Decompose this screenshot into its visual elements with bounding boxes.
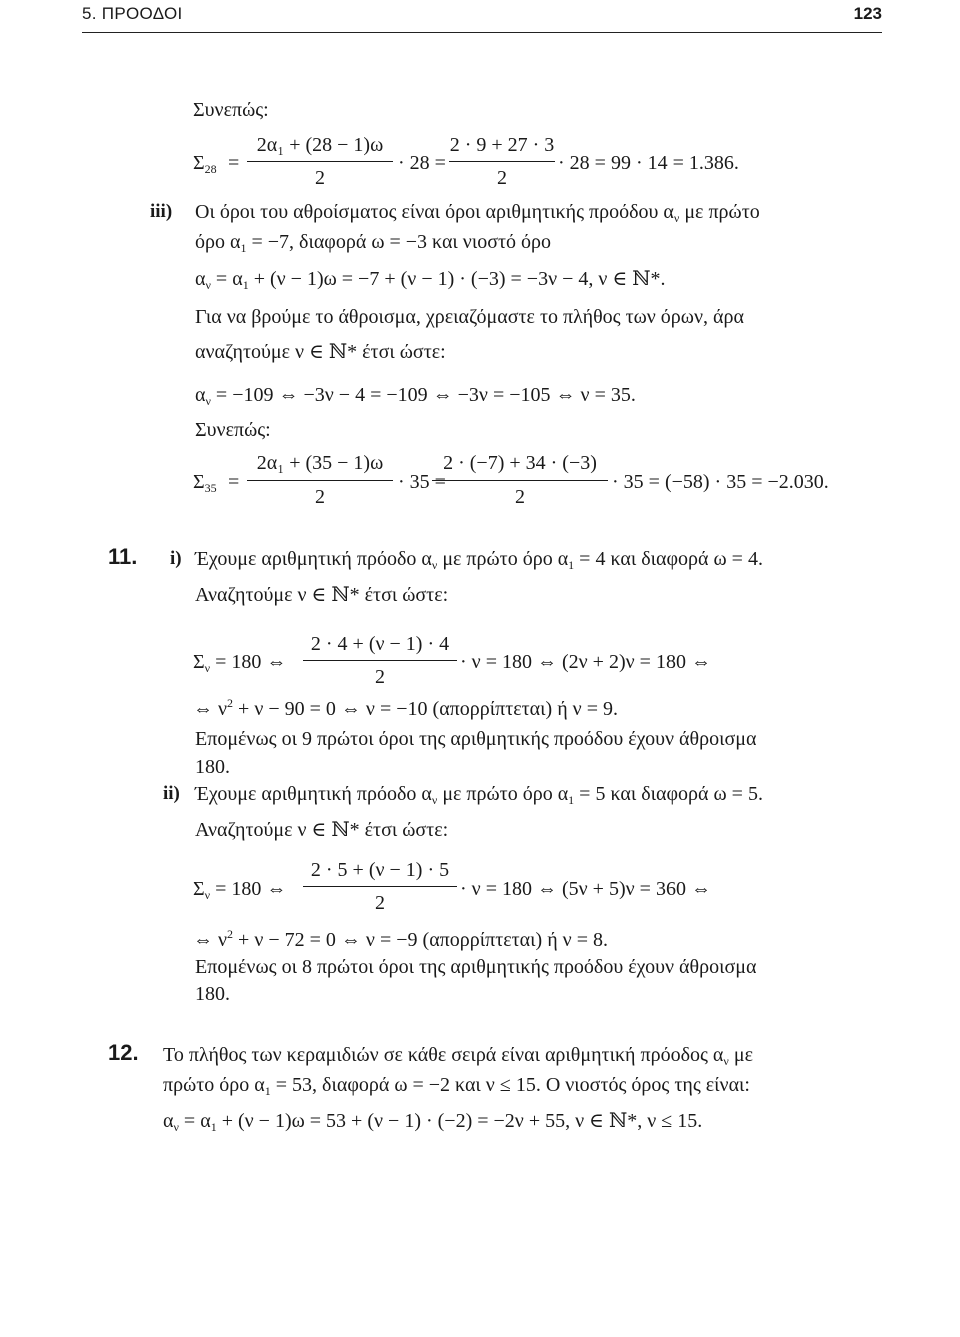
ex11-ii-eq-left: $\Sigma_\nu = 180$ ⇔	[193, 878, 287, 902]
sum35-frac2-den: 2	[515, 486, 525, 508]
fraction-bar	[247, 161, 393, 162]
ex11-i-frac-num: 2 · 4 + (ν − 1) · 4	[310, 633, 450, 655]
fraction-bar	[303, 886, 457, 887]
chapter-title: 5. ΠΡΟΟΔΟΙ	[82, 4, 183, 23]
sum35-rest: · 35 = (−58) · 35 = −2.030.	[612, 471, 829, 493]
part-iii-line4: Για να βρούμε το άθροισμα, χρειαζόμαστε το πλήθος των όρων, άρα	[195, 306, 744, 328]
sum28-frac2-num: 2 · 9 + 27 · 3	[449, 134, 555, 156]
sum28-frac1-num: 2α₁ + (28 − 1)ω	[256, 134, 384, 156]
ex11-i-search: Αναζητούμε ν ∈ ℕ* έτσι ώστε:	[195, 584, 449, 606]
ex11-i-eq-left: $\Sigma_\nu = 180$ ⇔	[193, 651, 287, 675]
ex12-line2: πρώτο όρο $\alpha_1 = 53$, διαφορά ω = −2 και ν ≤ 15. Ο νιοστός όρος της είναι:	[163, 1074, 750, 1098]
part-iii-line2: όρο $\alpha_1 = -7$, διαφορά ω = −3 και νιοστό όρο	[195, 231, 552, 255]
fraction-bar	[247, 480, 393, 481]
part-iii-line6: $\alpha_\nu = -109$ ⇔ −3ν − 4 = −109 ⇔ −3ν = −105 ⇔ ν = 35.	[195, 384, 636, 408]
sum35-eq: =	[228, 471, 240, 493]
sum35-mid: · 35 =	[398, 471, 446, 493]
ex11-ii-conclusion: Επομένως οι 8 πρώτοι όροι της αριθμητικής προόδου έχουν άθροισμα	[195, 956, 757, 978]
fraction-bar	[432, 480, 608, 481]
sum28-lhs: $\Sigma_{28}$	[193, 152, 217, 176]
ex11-ii-frac-den: 2	[375, 892, 385, 914]
fraction-bar	[303, 660, 457, 661]
sum28-eq: =	[228, 152, 240, 174]
part-iii-line5: αναζητούμε ν ∈ ℕ* έτσι ώστε:	[195, 341, 446, 363]
ex11-i-frac-den: 2	[375, 666, 385, 688]
sum28-mid: · 28 =	[398, 152, 446, 174]
ex11-i-conclusion: Επομένως οι 9 πρώτοι όροι της αριθμητικής προόδου έχουν άθροισμα	[195, 728, 757, 750]
ex11-i-quadratic: ⇔ $\nu^2 + \nu - 90 = 0$ ⇔ ν = −10 (απορρίπτεται) ή ν = 9.	[193, 696, 618, 720]
ex11-ii-line1: Έχουμε αριθμητική πρόοδο $\alpha_\nu$ με πρώτο όρο $\alpha_1 = 5$ και διαφορά ω = 5.	[195, 783, 763, 807]
ex12-line3: $\alpha_\nu = \alpha_1 + (\nu - 1)\omega = 53 + (\nu - 1) \cdot (-2) = -2\nu + 55$, ν ∈ ℕ*, ν ≤ 15.	[163, 1110, 703, 1134]
sum28-frac1-den: 2	[315, 167, 325, 189]
part-iii-line1: Οι όροι του αθροίσματος είναι όροι αριθμητικής προόδου $\alpha_\nu$ με πρώτο	[195, 201, 760, 225]
ex12-line1: Το πλήθος των κεραμιδιών σε κάθε σειρά είναι αριθμητική πρόοδος $\alpha_\nu$ με	[163, 1044, 753, 1068]
ex11-ii-search: Αναζητούμε ν ∈ ℕ* έτσι ώστε:	[195, 819, 449, 841]
exercise-12-number: 12.	[108, 1040, 139, 1065]
fraction-bar	[449, 161, 555, 162]
ex11-ii-quadratic: ⇔ $\nu^2 + \nu - 72 = 0$ ⇔ ν = −9 (απορρίπτεται) ή ν = 8.	[193, 927, 608, 951]
ex11-ii-eq-right: · ν = 180 ⇔ (5ν + 5)ν = 360 ⇔	[460, 878, 711, 900]
sum28-rest: · 28 = 99 · 14 = 1.386.	[558, 152, 739, 174]
sum35-frac1-den: 2	[315, 486, 325, 508]
ex11-i-eq-right: · ν = 180 ⇔ (2ν + 2)ν = 180 ⇔	[460, 651, 711, 673]
ex11-i-line1: Έχουμε αριθμητική πρόοδο $\alpha_\nu$ με πρώτο όρο $\alpha_1 = 4$ και διαφορά ω = 4.	[195, 548, 763, 572]
page-header	[82, 2, 882, 30]
part-iii-line3: $\alpha_\nu = \alpha_1 + (\nu - 1)\omega = -7 + (\nu - 1) \cdot (-3) = -3\nu - 4$, ν ∈ ℕ*.	[195, 268, 666, 292]
synepos-label: Συνεπώς:	[195, 419, 271, 441]
part-iii-label: iii)	[150, 201, 173, 222]
sum28-frac2-den: 2	[497, 167, 507, 189]
ex11-ii-label: ii)	[163, 783, 180, 804]
sum35-frac1-num: 2α₁ + (35 − 1)ω	[256, 452, 384, 474]
header-rule	[82, 32, 882, 33]
page-number: 123	[853, 4, 882, 23]
sum35-frac2-num: 2 · (−7) + 34 · (−3)	[443, 452, 597, 474]
exercise-11-number: 11.	[108, 544, 138, 569]
synepos-label: Συνεπώς:	[193, 99, 269, 121]
ex11-ii-frac-num: 2 · 5 + (ν − 1) · 5	[310, 859, 450, 881]
ex11-i-conclusion-end: 180.	[195, 756, 230, 778]
ex11-i-label: i)	[170, 548, 182, 569]
sum35-lhs: $\Sigma_{35}$	[193, 471, 217, 495]
ex11-ii-conclusion-end: 180.	[195, 983, 230, 1005]
